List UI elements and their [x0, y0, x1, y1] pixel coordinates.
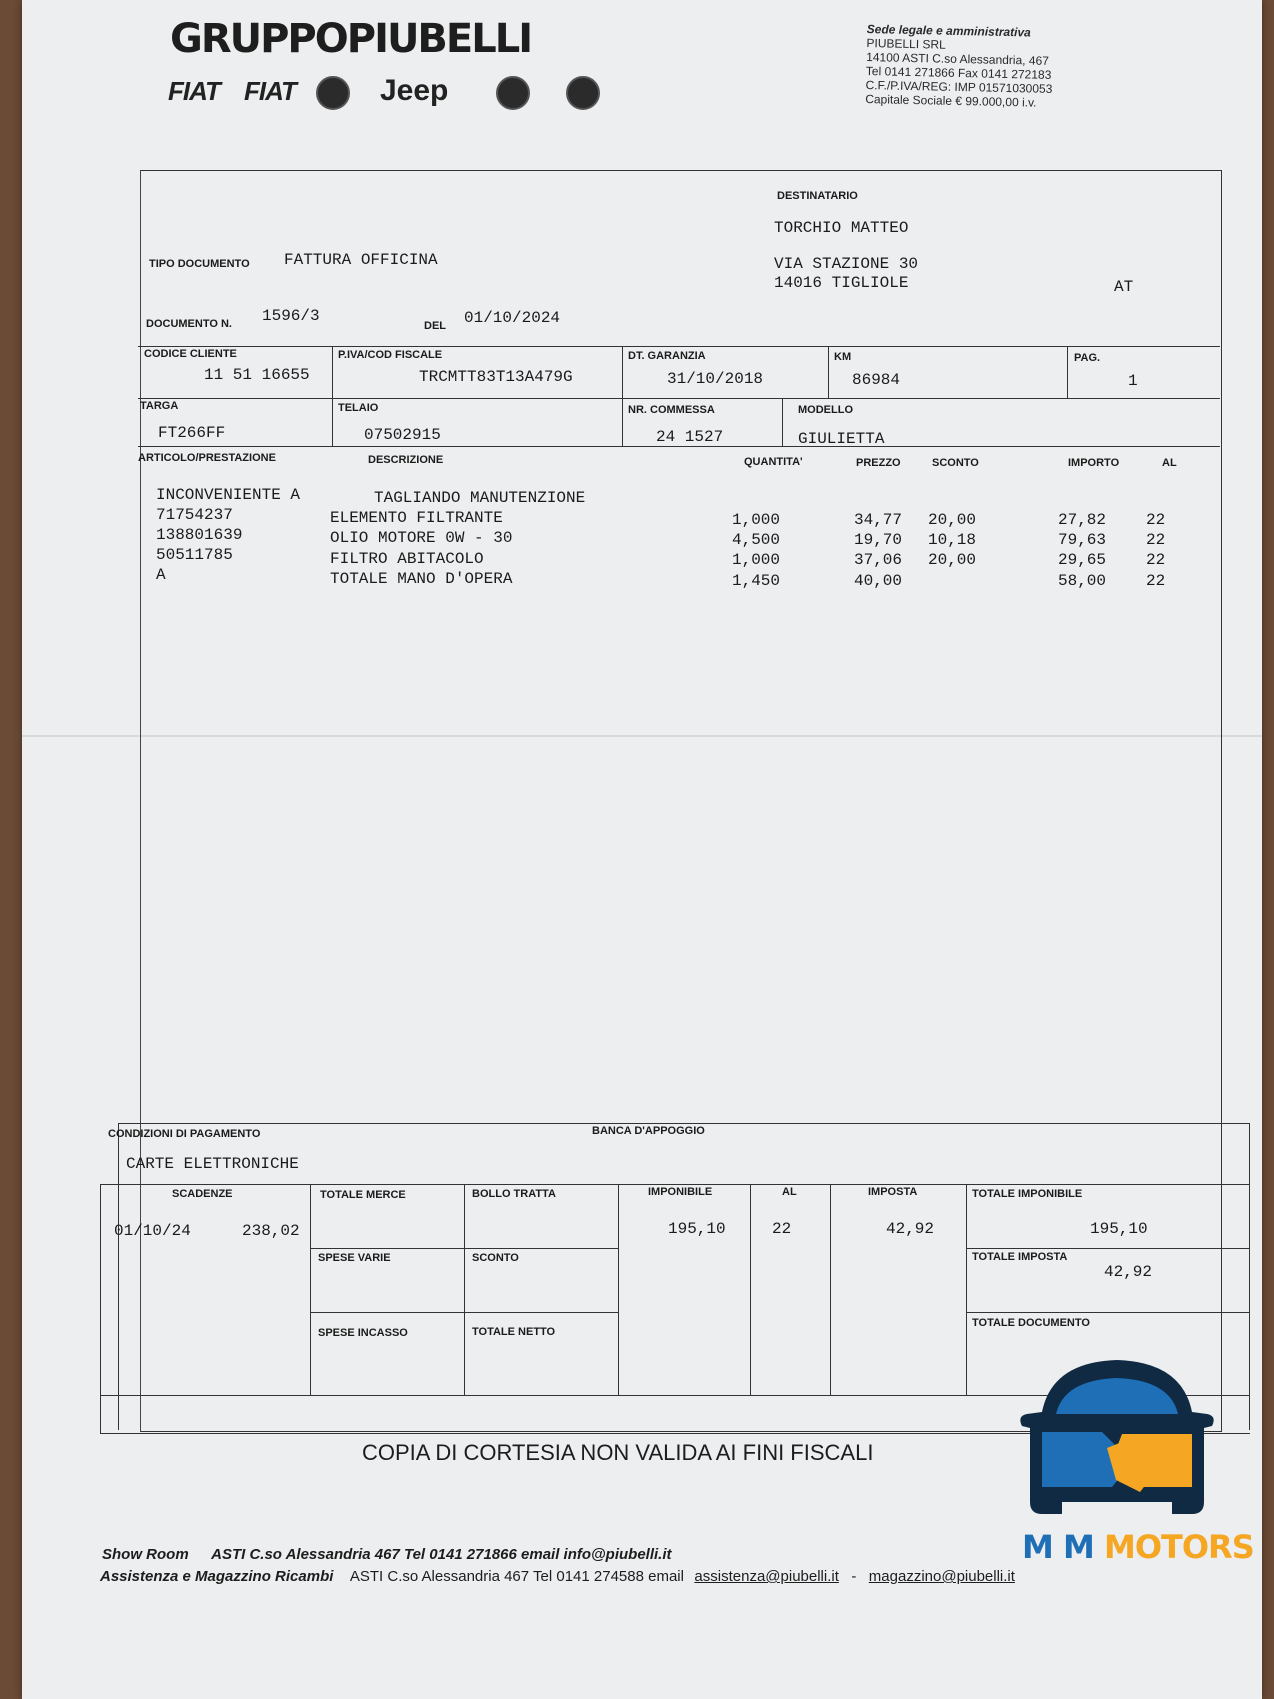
client-code: 11 51 16655	[204, 366, 310, 384]
taxable-amount: 195,10	[668, 1220, 726, 1238]
rule	[310, 1248, 618, 1249]
item-amount: 27,82	[1058, 511, 1107, 529]
discount-label: SCONTO	[472, 1252, 519, 1264]
col-description: DESCRIZIONE	[368, 454, 444, 466]
item-qty: 4,500	[732, 531, 781, 549]
invoice-paper	[22, 0, 1262, 1699]
item-qty: 1,000	[732, 511, 781, 529]
item-price: 40,00	[854, 572, 903, 590]
misc-expenses-label: SPESE VARIE	[318, 1252, 391, 1264]
bank-label: BANCA D'APPOGGIO	[592, 1125, 705, 1137]
col-price: PREZZO	[856, 457, 901, 469]
piva-label: P.IVA/COD FISCALE	[338, 349, 443, 361]
item-desc: OLIO MOTORE 0W - 30	[330, 529, 513, 547]
rule	[618, 1184, 619, 1395]
rule	[782, 398, 783, 446]
footer-line-2	[100, 1568, 1015, 1586]
item-vat: 22	[1146, 531, 1166, 549]
lancia-logo-icon	[496, 76, 530, 110]
footer-line-1	[102, 1546, 672, 1564]
item-vat: 22	[1146, 551, 1166, 569]
total-goods-label: TOTALE MERCE	[320, 1189, 406, 1201]
item-desc: FILTRO ABITACOLO	[330, 550, 484, 568]
rule	[100, 1184, 1250, 1185]
rule	[828, 346, 829, 398]
item-discount: 20,00	[928, 551, 977, 569]
logo-letter-m1: M	[1022, 1528, 1053, 1566]
km-value: 86984	[852, 371, 901, 389]
recipient-name: TORCHIO MATTEO	[774, 219, 909, 237]
brand-logos	[168, 72, 658, 112]
item-qty: 1,000	[732, 551, 781, 569]
tax-label: IMPOSTA	[868, 1186, 918, 1198]
chassis-label: TELAIO	[338, 402, 379, 414]
doc-type-label: TIPO DOCUMENTO	[149, 258, 250, 270]
model-label: MODELLO	[798, 404, 853, 416]
company-legal-info	[865, 22, 1053, 110]
logo-letter-m2: M	[1062, 1528, 1094, 1566]
warranty-label: DT. GARANZIA	[628, 350, 706, 362]
col-article: ARTICOLO/PRESTAZIONE	[138, 452, 276, 464]
legal-line: Capitale Sociale € 99.000,00 i.v.	[865, 92, 1037, 110]
showroom-label: Show Room	[102, 1546, 189, 1563]
recipient-province: AT	[1114, 278, 1134, 296]
warranty-date: 31/10/2018	[667, 370, 764, 388]
item-code: 50511785	[156, 546, 233, 564]
item-qty: 1,450	[732, 572, 781, 590]
recipient-label: DESTINATARIO	[777, 190, 858, 202]
mm-motors-watermark	[1012, 1352, 1254, 1582]
item-amount: 29,65	[1058, 551, 1107, 569]
recipient-address: VIA STAZIONE 30	[774, 255, 919, 273]
abarth-logo-icon	[316, 76, 350, 110]
km-label: KM	[834, 351, 852, 363]
due-dates-label: SCADENZE	[172, 1188, 233, 1200]
items-intro-desc: TAGLIANDO MANUTENZIONE	[374, 489, 586, 507]
piva: TRCMTT83T13A479G	[419, 368, 573, 386]
service-label: Assistenza e Magazzino Ricambi	[100, 1568, 334, 1585]
legal-line: 14100 ASTI C.so Alessandria, 467	[866, 50, 1050, 68]
rule	[622, 346, 623, 446]
vat-rate-label: AL	[782, 1186, 797, 1198]
total-taxable: 195,10	[1090, 1220, 1148, 1238]
legal-line: Tel 0141 271866 Fax 0141 272183	[865, 64, 1052, 82]
rule	[332, 346, 333, 446]
legal-line: PIUBELLI SRL	[866, 36, 946, 52]
item-desc: ELEMENTO FILTRANTE	[330, 509, 503, 527]
recipient-city: 14016 TIGLIOLE	[774, 274, 909, 292]
item-amount: 79,63	[1058, 531, 1107, 549]
rule	[310, 1184, 311, 1395]
model: GIULIETTA	[798, 430, 885, 448]
payment-conditions: CARTE ELETTRONICHE	[126, 1155, 299, 1173]
mm-motors-logo-text	[1022, 1528, 1254, 1566]
total-tax-label: TOTALE IMPOSTA	[972, 1251, 1068, 1263]
rule	[966, 1184, 967, 1395]
total-tax: 42,92	[1104, 1263, 1153, 1281]
vat-rate: 22	[772, 1220, 792, 1238]
rule	[966, 1248, 1250, 1249]
jeep-logo: Jeep	[380, 74, 449, 107]
rule	[1249, 1123, 1250, 1430]
item-code: 138801639	[156, 526, 243, 544]
col-discount: SCONTO	[932, 457, 979, 469]
item-price: 19,70	[854, 531, 903, 549]
item-vat: 22	[1146, 511, 1166, 529]
order-number: 24 1527	[656, 428, 724, 446]
car-handshake-icon	[1012, 1352, 1222, 1522]
due-date: 01/10/24	[114, 1222, 191, 1240]
fiat-logo: FIAT	[168, 76, 220, 106]
rule	[1067, 346, 1068, 398]
rule	[310, 1312, 618, 1313]
tax-amount: 42,92	[886, 1220, 935, 1238]
net-total-label: TOTALE NETTO	[472, 1326, 556, 1338]
item-discount: 10,18	[928, 531, 977, 549]
rule	[118, 1123, 119, 1430]
rule	[830, 1184, 831, 1395]
service-email-link[interactable]: assistenza@piubelli.it	[694, 1568, 839, 1585]
client-code-label: CODICE CLIENTE	[144, 348, 237, 360]
rule	[100, 1184, 101, 1433]
doc-number-label: DOCUMENTO N.	[146, 318, 232, 330]
due-amount: 238,02	[242, 1222, 300, 1240]
total-taxable-label: TOTALE IMPONIBILE	[972, 1188, 1083, 1200]
email-separator: -	[851, 1568, 857, 1585]
item-code: 71754237	[156, 506, 233, 524]
item-amount: 58,00	[1058, 572, 1107, 590]
doc-date-label: DEL	[424, 320, 446, 332]
page-number: 1	[1128, 372, 1138, 390]
plate: FT266FF	[158, 424, 226, 442]
order-label: NR. COMMESSA	[628, 404, 715, 416]
service-info: ASTI C.so Alessandria 467 Tel 0141 274588 email	[349, 1568, 684, 1585]
item-code: A	[156, 566, 166, 584]
fiat-professional-logo: FIAT	[244, 76, 296, 106]
item-price: 34,77	[854, 511, 903, 529]
alfa-romeo-logo-icon	[566, 76, 600, 110]
rule	[464, 1184, 465, 1395]
legal-heading: Sede legale e amministrativa	[866, 22, 1031, 40]
item-price: 37,06	[854, 551, 903, 569]
document-total-label: TOTALE DOCUMENTO	[972, 1317, 1090, 1329]
rule	[138, 446, 1220, 447]
col-quantity: QUANTITA'	[744, 456, 803, 468]
taxable-label: IMPONIBILE	[648, 1186, 713, 1198]
doc-type: FATTURA OFFICINA	[284, 251, 438, 269]
item-vat: 22	[1146, 572, 1166, 590]
item-discount: 20,00	[928, 511, 977, 529]
rule	[138, 398, 1220, 399]
col-vat: AL	[1162, 457, 1177, 469]
item-desc: TOTALE MANO D'OPERA	[330, 570, 513, 588]
rule	[118, 1123, 1250, 1124]
bill-stamp-label: BOLLO TRATTA	[472, 1188, 556, 1200]
items-intro-code: INCONVENIENTE A	[156, 486, 301, 504]
plate-label: TARGA	[140, 400, 179, 412]
collection-fees-label: SPESE INCASSO	[318, 1327, 408, 1339]
rule	[966, 1312, 1250, 1313]
col-amount: IMPORTO	[1068, 457, 1120, 469]
doc-date: 01/10/2024	[464, 309, 561, 327]
legal-line: C.F./P.IVA/REG: IMP 01571030053	[865, 78, 1053, 96]
chassis: 07502915	[364, 426, 441, 444]
logo-motors: MOTORS	[1103, 1528, 1254, 1566]
showroom-info: ASTI C.so Alessandria 467 Tel 0141 271866 email info@piubelli.it	[211, 1546, 672, 1563]
brand-title: GRUPPOPIUBELLI	[170, 16, 532, 62]
warehouse-email-link[interactable]: magazzino@piubelli.it	[868, 1568, 1015, 1585]
page-label: PAG.	[1074, 352, 1101, 364]
rule	[138, 346, 1220, 347]
payment-conditions-label: CONDIZIONI DI PAGAMENTO	[108, 1128, 261, 1140]
doc-number: 1596/3	[262, 307, 320, 325]
courtesy-copy-notice: COPIA DI CORTESIA NON VALIDA AI FINI FISCALI	[362, 1440, 874, 1465]
rule	[750, 1184, 751, 1395]
